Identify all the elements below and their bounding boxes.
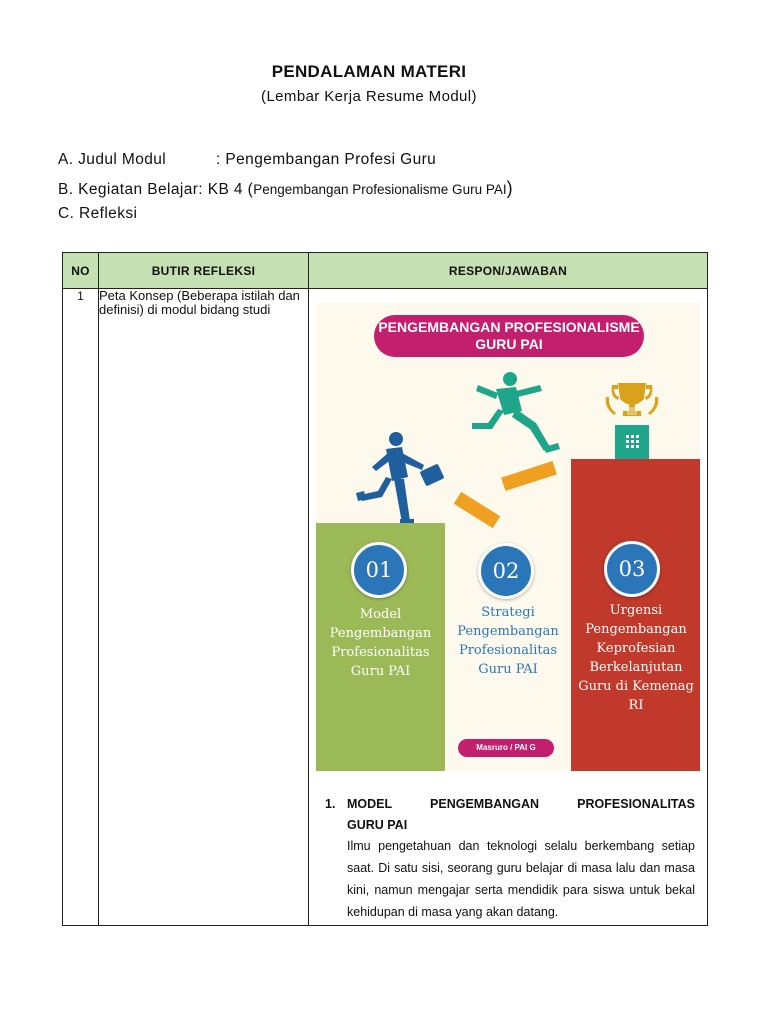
info-learning-activity: [58, 178, 513, 199]
info-b-value-prefix: : KB 4 (: [198, 181, 254, 198]
info-module-title: [58, 151, 436, 169]
reflection-table: [62, 252, 708, 926]
info-c-label: C. Refleksi: [58, 205, 138, 222]
row-item: Peta Konsep (Beberapa istilah dan definisi) di modul bidang studi: [99, 289, 309, 926]
step-number-02: 02: [478, 543, 534, 599]
section-model: [309, 793, 707, 923]
running-teacher-icon: [338, 431, 448, 527]
step-label-01: Model Pengembangan Profesionalitas Guru PAI: [329, 607, 432, 679]
section-body: Ilmu pengetahuan dan teknologi selalu berkembang setiap saat. Di satu sisi, seorang guru belajar di masa lalu dan masa kini, namun mengajar serta mendidik para siswa untuk bekal kehidupan di masa yang akan datang.: [347, 839, 695, 919]
step-bar: [454, 492, 500, 528]
step-label-02: Strategi Pengembangan Profesionalitas Guru PAI: [457, 605, 559, 677]
section-number: 1.: [325, 797, 336, 811]
infographic-banner: PENGEMBANGAN PROFESIONALISME GURU PAI: [374, 315, 644, 357]
table-row: [63, 289, 708, 926]
step-label-03: Urgensi Pengembangan Keprofesian Berkelanjutan Guru di Kemenag RI: [578, 603, 694, 713]
header-no: NO: [63, 253, 99, 289]
section-title-line1: MODEL PENGEMBANGAN PROFESIONALITAS: [347, 797, 695, 811]
info-a-label: A. Judul Modul: [58, 151, 167, 168]
row-number: 1: [63, 289, 99, 926]
document-subtitle: (Lembar Kerja Resume Modul): [261, 88, 477, 105]
section-title-line2: GURU PAI: [347, 818, 408, 832]
info-b-value-suffix: ): [506, 178, 513, 198]
info-b-label: B. Kegiatan Belajar: [58, 181, 199, 198]
concept-map-infographic: [316, 303, 700, 771]
running-person-icon: [466, 371, 562, 455]
info-a-value: : Pengembangan Profesi Guru: [216, 151, 437, 168]
row-response: [309, 289, 708, 926]
step-number-03: 03: [604, 541, 660, 597]
section-heading: [325, 793, 695, 815]
trophy-icon: [602, 379, 662, 461]
document-title: PENDALAMAN MATERI: [271, 62, 467, 81]
author-badge: Masruro / PAI G: [458, 739, 554, 757]
step-number-01: 01: [351, 542, 407, 598]
table-header-row: [63, 253, 708, 289]
step-bar: [501, 461, 557, 491]
header-item: BUTIR REFLEKSI: [99, 253, 309, 289]
header-response: RESPON/JAWABAN: [309, 253, 708, 289]
info-b-value-detail: Pengembangan Profesionalisme Guru PAI: [253, 182, 507, 197]
info-reflection: [58, 205, 137, 223]
